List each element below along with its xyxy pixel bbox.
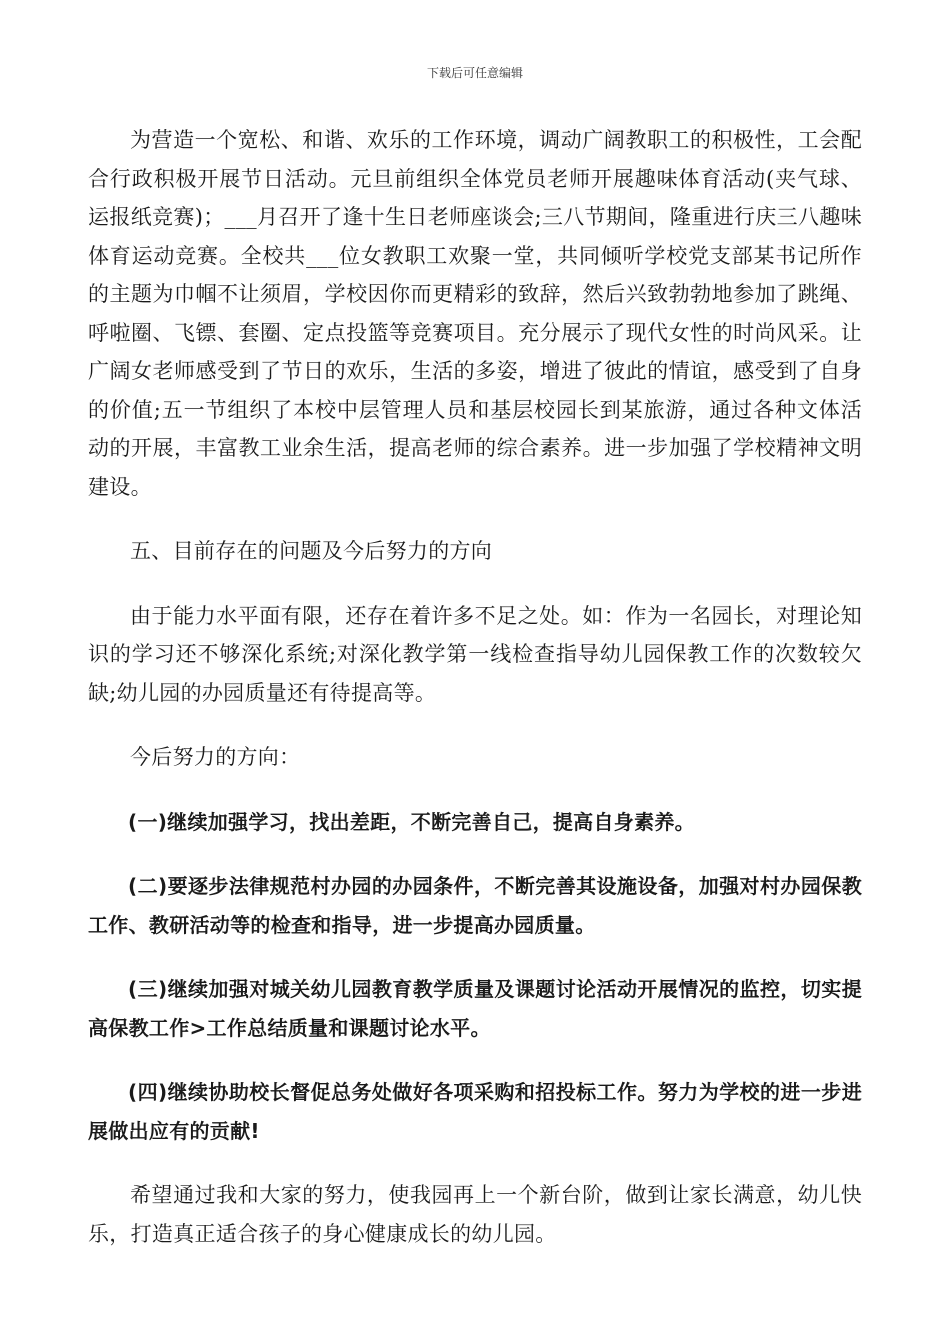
direction-item-1: (一)继续加强学习，找出差距，不断完善自己，提高自身素养。 — [128, 809, 695, 834]
section-heading: 五、目前存在的问题及今后努力的方向 — [130, 539, 493, 563]
page-header-note: 下载后可任意编辑 — [426, 66, 523, 80]
direction-item-3: (三)继续加强对城关幼儿园教育教学质量及课题讨论活动开展情况的监控，切实提高保教工作>工作总结质量和课题讨论水平。 — [88, 977, 862, 1040]
direction-item-4: (四)继续协助校长督促总务处做好各项采购和招投标工作。努力为学校的进一步进展做出应有的贡献! — [88, 1080, 862, 1143]
document-body — [88, 121, 862, 1253]
paragraph-direction-intro: 今后努力的方向： — [130, 745, 301, 769]
direction-item-2: (二)要逐步法律规范村办园的办园条件，不断完善其设施设备，加强对村办园保教工作、教研活动等的检查和指导，进一步提高办园质量。 — [88, 874, 862, 937]
paragraph-activities: 为营造一个宽松、和谐、欢乐的工作环境，调动广阔教职工的积极性，工会配合行政积极开展节日活动。元旦前组织全体党员老师开展趣味体育活动(夹气球、运报纸竞赛)；___月召开了逢十生日老师座谈会;三八节期间，隆重进行庆三八趣味体育运动竞赛。全校共___位女教职工欢聚一堂，共同倾听学校党支部某书记所作的主题为巾帼不让须眉，学校因你而更精彩的致辞，然后兴致勃勃地参加了跳绳、呼啦圈、飞镖、套圈、定点投篮等竞赛项目。充分展示了现代女性的时尚风采。让广阔女老师感受到了节日的欢乐，生活的多姿，增进了彼此的情谊，感受到了自身的价值;五一节组织了本校中层管理人员和基层校园长到某旅游，通过各种文体活动的开展，丰富教工业余生活，提高老师的综合素养。进一步加强了学校精神文明建设。 — [88, 128, 862, 499]
paragraph-closing: 希望通过我和大家的努力，使我园再上一个新台阶，做到让家长满意，幼儿快乐，打造真正适合孩子的身心健康成长的幼儿园。 — [88, 1183, 862, 1246]
paragraph-shortcomings: 由于能力水平面有限，还存在着许多不足之处。如：作为一名园长，对理论知识的学习还不够深化系统;对深化教学第一线检查指导幼儿园保教工作的次数较欠缺;幼儿园的办园质量还有待提高等。 — [88, 603, 862, 705]
